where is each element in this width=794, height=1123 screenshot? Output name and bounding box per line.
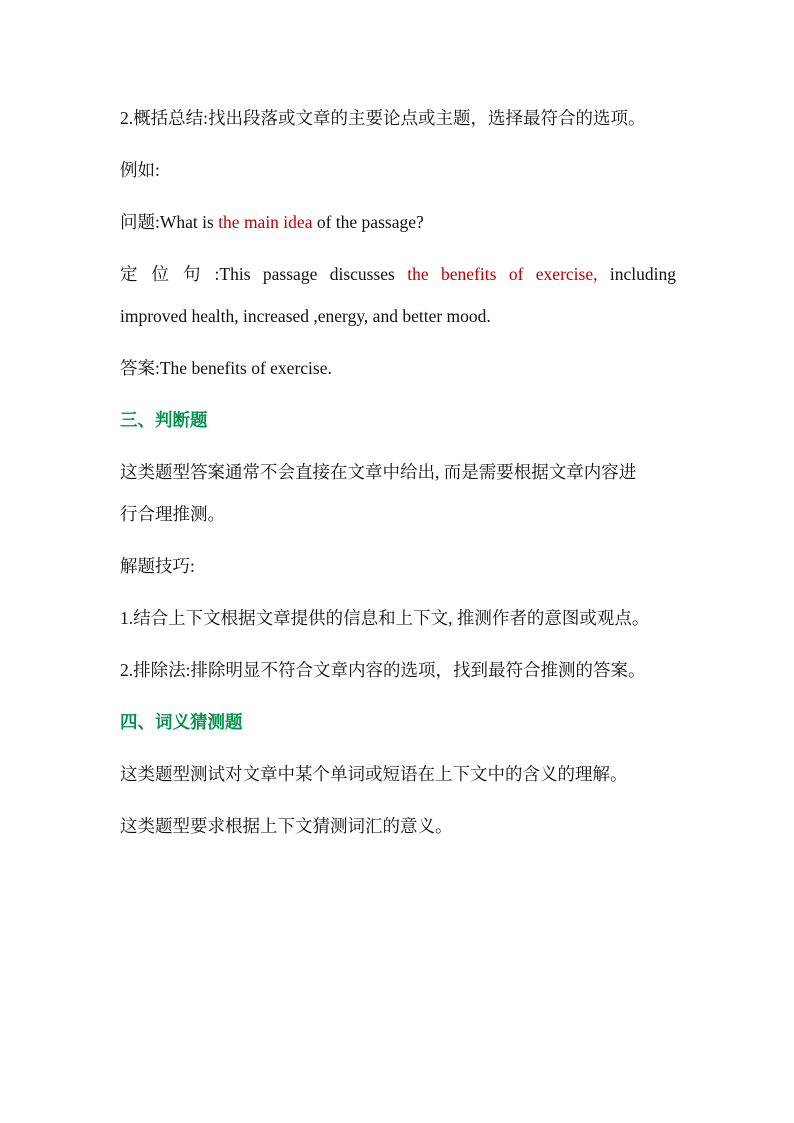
judgment-description-line1: 这类题型答案通常不会直接在文章中给出, 而是需要根据文章内容进 — [120, 462, 637, 482]
paragraph-answer: 答案:The benefits of exercise. — [120, 358, 332, 378]
question-prefix: 问题:What is — [120, 212, 219, 232]
locating-suffix: including — [597, 264, 676, 284]
paragraph-question — [120, 210, 676, 234]
judgment-tips-label: 解题技巧: — [120, 556, 195, 576]
word-meaning-description-line2: 这类题型要求根据上下文猜测词汇的意义。 — [120, 816, 453, 836]
judgment-tip-1: 1.结合上下文根据文章提供的信息和上下文, 推测作者的意图或观点。 — [120, 608, 650, 628]
word-meaning-description-line1: 这类题型测试对文章中某个单词或短语在上下文中的含义的理解。 — [120, 764, 628, 784]
section-heading-word-meaning: 四、词义猜测题 — [120, 712, 243, 732]
locating-highlight: the benefits of exercise, — [407, 264, 598, 284]
question-suffix: of the passage? — [312, 212, 424, 232]
paragraph-summary-tip: 2.概括总结:找出段落或文章的主要论点或主题，选择最符合的选项。 — [120, 108, 646, 128]
locating-label: 定位句 — [120, 264, 215, 284]
locating-prefix: :This passage discusses — [214, 264, 408, 284]
paragraph-locating-sentence-line2: improved health, increased ,energy, and better mood. — [120, 306, 491, 326]
paragraph-locating-sentence — [120, 262, 676, 286]
judgment-description-line2: 行合理推测。 — [120, 504, 225, 524]
paragraph-example-label: 例如: — [120, 160, 160, 180]
section-heading-judgment: 三、判断题 — [120, 410, 208, 430]
question-highlight: the main idea — [218, 212, 313, 232]
judgment-tip-2: 2.排除法:排除明显不符合文章内容的选项，找到最符合推测的答案。 — [120, 660, 646, 680]
